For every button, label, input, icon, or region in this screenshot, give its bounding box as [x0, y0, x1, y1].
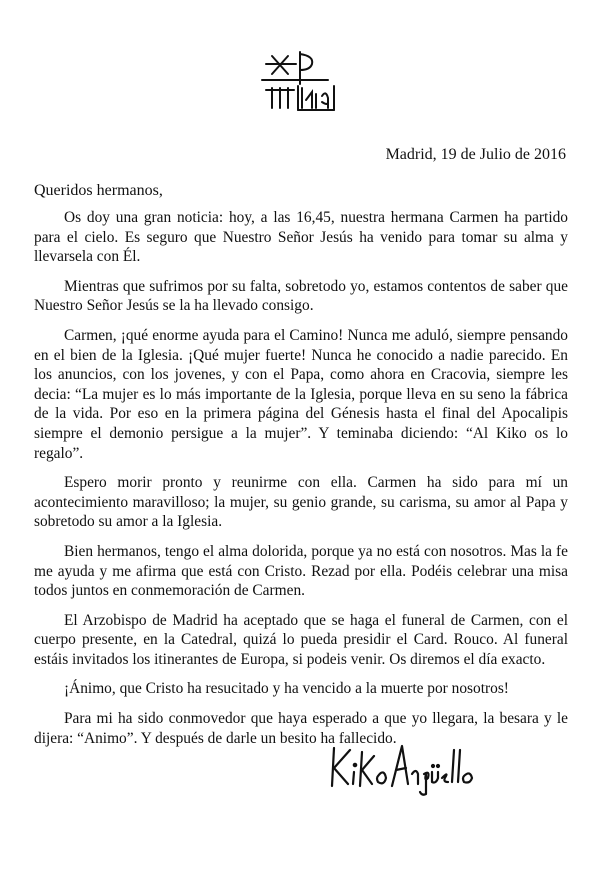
paragraph: Mientras que sufrimos por su falta, sobretodo yo, estamos contentos de saber que Nuestro Señor Jesús se la ha llevado consigo. — [34, 277, 568, 315]
paragraph: Bien hermanos, tengo el alma dolorida, porque ya no está con nosotros. Mas la fe me ayuda y me afirma que está con Cristo. Rezad por ella. Podéis celebrar una misa todos juntos en conmemoración de Carmen. — [34, 542, 568, 600]
paragraph: Espero morir pronto y reunirme con ella. Carmen ha sido para mí un acontecimiento maravilloso; la mujer, su genio grande, su carisma, su amor al Papa y sobretodo su amor a la Iglesia. — [34, 474, 568, 531]
kiko-monogram-logo-icon — [258, 50, 346, 112]
letter-salutation: Queridos hermanos, — [34, 182, 163, 199]
letter-body — [34, 208, 568, 758]
paragraph: El Arzobispo de Madrid ha aceptado que se haga el funeral de Carmen, con el cuerpo presente, en la Catedral, quizá lo pueda presidir el Card. Rouco. Al funeral estáis invitados los itinerantes de Europa, si podeis venir. Os diremos el día exacto. — [34, 611, 568, 668]
paragraph: Para mi ha sido conmovedor que haya esperado a que yo llegara, la besara y le dijera: “Animo”. Y después de darle un besito ha fallecido. — [34, 710, 568, 747]
paragraph: ¡Ánimo, que Cristo ha resucitado y ha vencido a la muerte por nosotros! — [64, 680, 509, 698]
letter-date: Madrid, 19 de Julio de 2016 — [385, 146, 566, 163]
paragraph: Carmen, ¡qué enorme ayuda para el Camino! Nunca me aduló, siempre pensando en el bien de la Iglesia. ¡Qué mujer fuerte! Nunca he conocido a nadie parecido. En los anuncios, con los jovenes, y con el Papa, como ahora en Cracovia, siempre les decia: “La mujer es lo más importante de la Iglesia, porque lleva en su seno la fábrica de la vida. Por eso en la primera página del Génesis hasta el final del Apocalipis siempre el demonio persigue a la mujer”. Y teminaba diciendo: “Al Kiko os lo regalo”. — [34, 326, 568, 462]
paragraph: Os doy una gran noticia: hoy, a las 16,45, nuestra hermana Carmen ha partido para el cielo. Es seguro que Nuestro Señor Jesús ha venido para tomar su alma y llevarsela con Él. — [34, 209, 568, 266]
handwritten-signature — [326, 738, 476, 798]
